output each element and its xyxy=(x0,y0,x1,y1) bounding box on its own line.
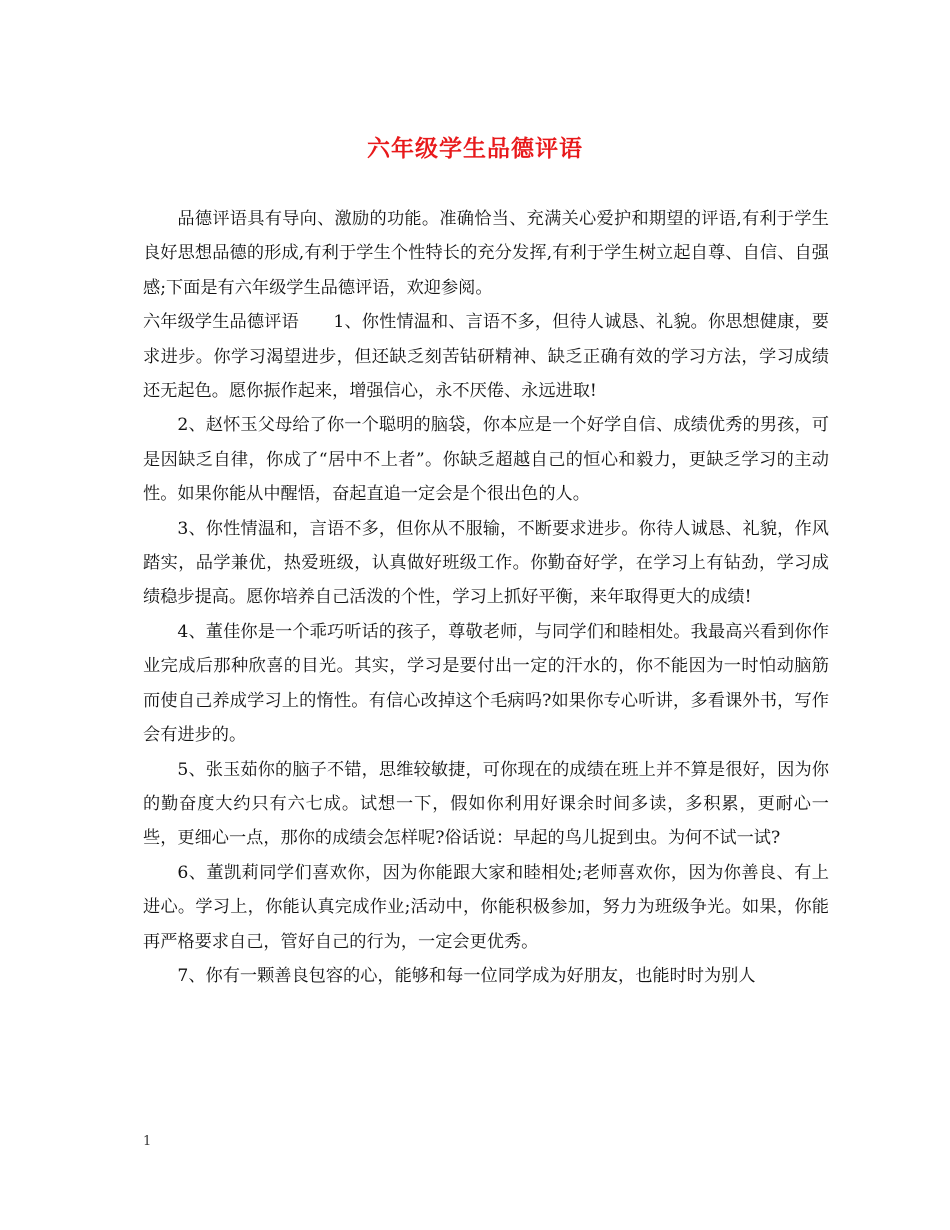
paragraph-comment-4: 4、董佳你是一个乖巧听话的孩子，尊敬老师，与同学们和睦相处。我最高兴看到你作业完成后那种欣喜的目光。其实，学习是要付出一定的汗水的，你不能因为一时怕动脑筋而使自己养成学习上的惰性。有信心改掉这个毛病吗?如果你专心听讲，多看课外书，写作会有进步的。 xyxy=(143,621,829,746)
paragraph-comment-5: 5、张玉茹你的脑子不错，思维较敏捷，可你现在的成绩在班上并不算是很好，因为你的勤奋度大约只有六七成。试想一下，假如你利用好课余时间多读，多积累，更耐心一些，更细心一点，那你的成绩会怎样呢?俗话说：早起的鸟儿捉到虫。为何不试一试? xyxy=(143,759,829,849)
page-number: 1 xyxy=(143,1134,152,1149)
paragraph-intro: 品德评语具有导向、激励的功能。准确恰当、充满关心爱护和期望的评语,有利于学生良好思想品德的形成,有利于学生个性特长的充分发挥,有利于学生树立起自尊、自信、自强感;下面是有六年级学生品德评语，欢迎参阅。 xyxy=(143,209,829,298)
document-title: 六年级学生品德评语 xyxy=(367,135,583,162)
paragraph-comment-3: 3、你性情温和，言语不多，但你从不服输，不断要求进步。你待人诚恳、礼貌，作风踏实，品学兼优，热爱班级，认真做好班级工作。你勤奋好学，在学习上有钻劲，学习成绩稳步提高。愿你培养自己活泼的个性，学习上抓好平衡，来年取得更大的成绩! xyxy=(143,518,829,608)
paragraph-comment-1: 六年级学生品德评语 1、你性情温和、言语不多，但待人诚恳、礼貌。你思想健康，要求进步。你学习渴望进步，但还缺乏刻苦钻研精神、缺乏正确有效的学习方法，学习成绩还无起色。愿你振作起来，增强信心，永不厌倦、永远进取! xyxy=(143,312,829,402)
paragraph-comment-6: 6、董凯莉同学们喜欢你，因为你能跟大家和睦相处;老师喜欢你，因为你善良、有上进心。学习上，你能认真完成作业;活动中，你能积极参加，努力为班级争光。如果，你能再严格要求自己，管好自己的行为，一定会更优秀。 xyxy=(143,862,829,952)
paragraph-comment-2: 2、赵怀玉父母给了你一个聪明的脑袋，你本应是一个好学自信、成绩优秀的男孩，可是因缺乏自律，你成了“居中不上者”。你缺乏超越自己的恒心和毅力，更缺乏学习的主动性。如果你能从中醒悟，奋起直追一定会是个很出色的人。 xyxy=(143,415,829,505)
paragraph-comment-7: 7、你有一颗善良包容的心，能够和每一位同学成为好朋友，也能时时为别人 xyxy=(177,965,756,986)
document-body xyxy=(143,202,829,993)
